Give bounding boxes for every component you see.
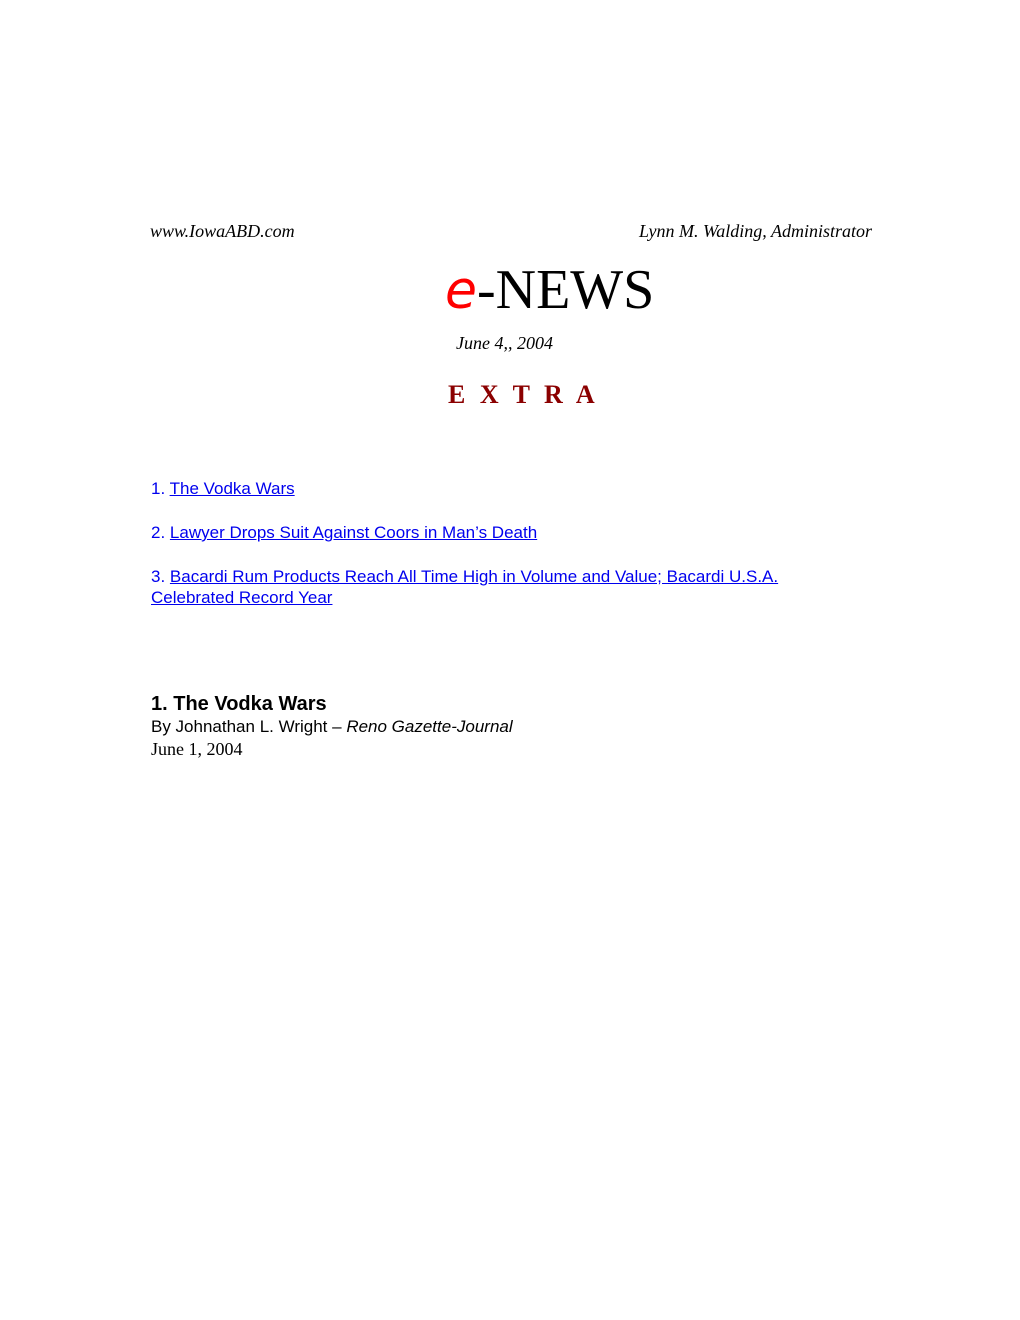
toc-item-number: 3.: [151, 567, 166, 586]
masthead-news-title: -NEWS: [477, 259, 655, 321]
site-url: www.IowaABD.com: [150, 221, 295, 241]
toc-item-number: 2.: [151, 523, 166, 542]
toc-link-coors-suit[interactable]: Lawyer Drops Suit Against Coors in Man’s Death: [169, 523, 538, 542]
masthead-e-prefix: e: [445, 261, 477, 321]
toc-item-number: 1.: [151, 479, 166, 498]
article-date: June 1, 2004: [151, 739, 243, 759]
masthead: [445, 258, 654, 323]
toc-item: [151, 522, 851, 543]
toc-link-vodka-wars[interactable]: The Vodka Wars: [169, 479, 295, 498]
byline-source: Reno Gazette-Journal: [346, 717, 513, 736]
administrator-name: Lynn M. Walding, Administrator: [639, 221, 872, 241]
toc-item: [151, 478, 851, 499]
toc-item: [151, 566, 851, 608]
toc-link-bacardi-record[interactable]: Bacardi Rum Products Reach All Time High in Volume and Value; Bacardi U.S.A. Celebrated Record Year: [151, 567, 779, 607]
extra-heading: E X T R A: [448, 380, 599, 409]
issue-date: June 4,, 2004: [456, 333, 553, 353]
table-of-contents: [151, 478, 851, 631]
article-vodka-wars: [151, 692, 513, 760]
article-title: 1. The Vodka Wars: [151, 693, 327, 715]
article-byline: [151, 716, 513, 738]
byline-author: By Johnathan L. Wright –: [151, 717, 347, 736]
